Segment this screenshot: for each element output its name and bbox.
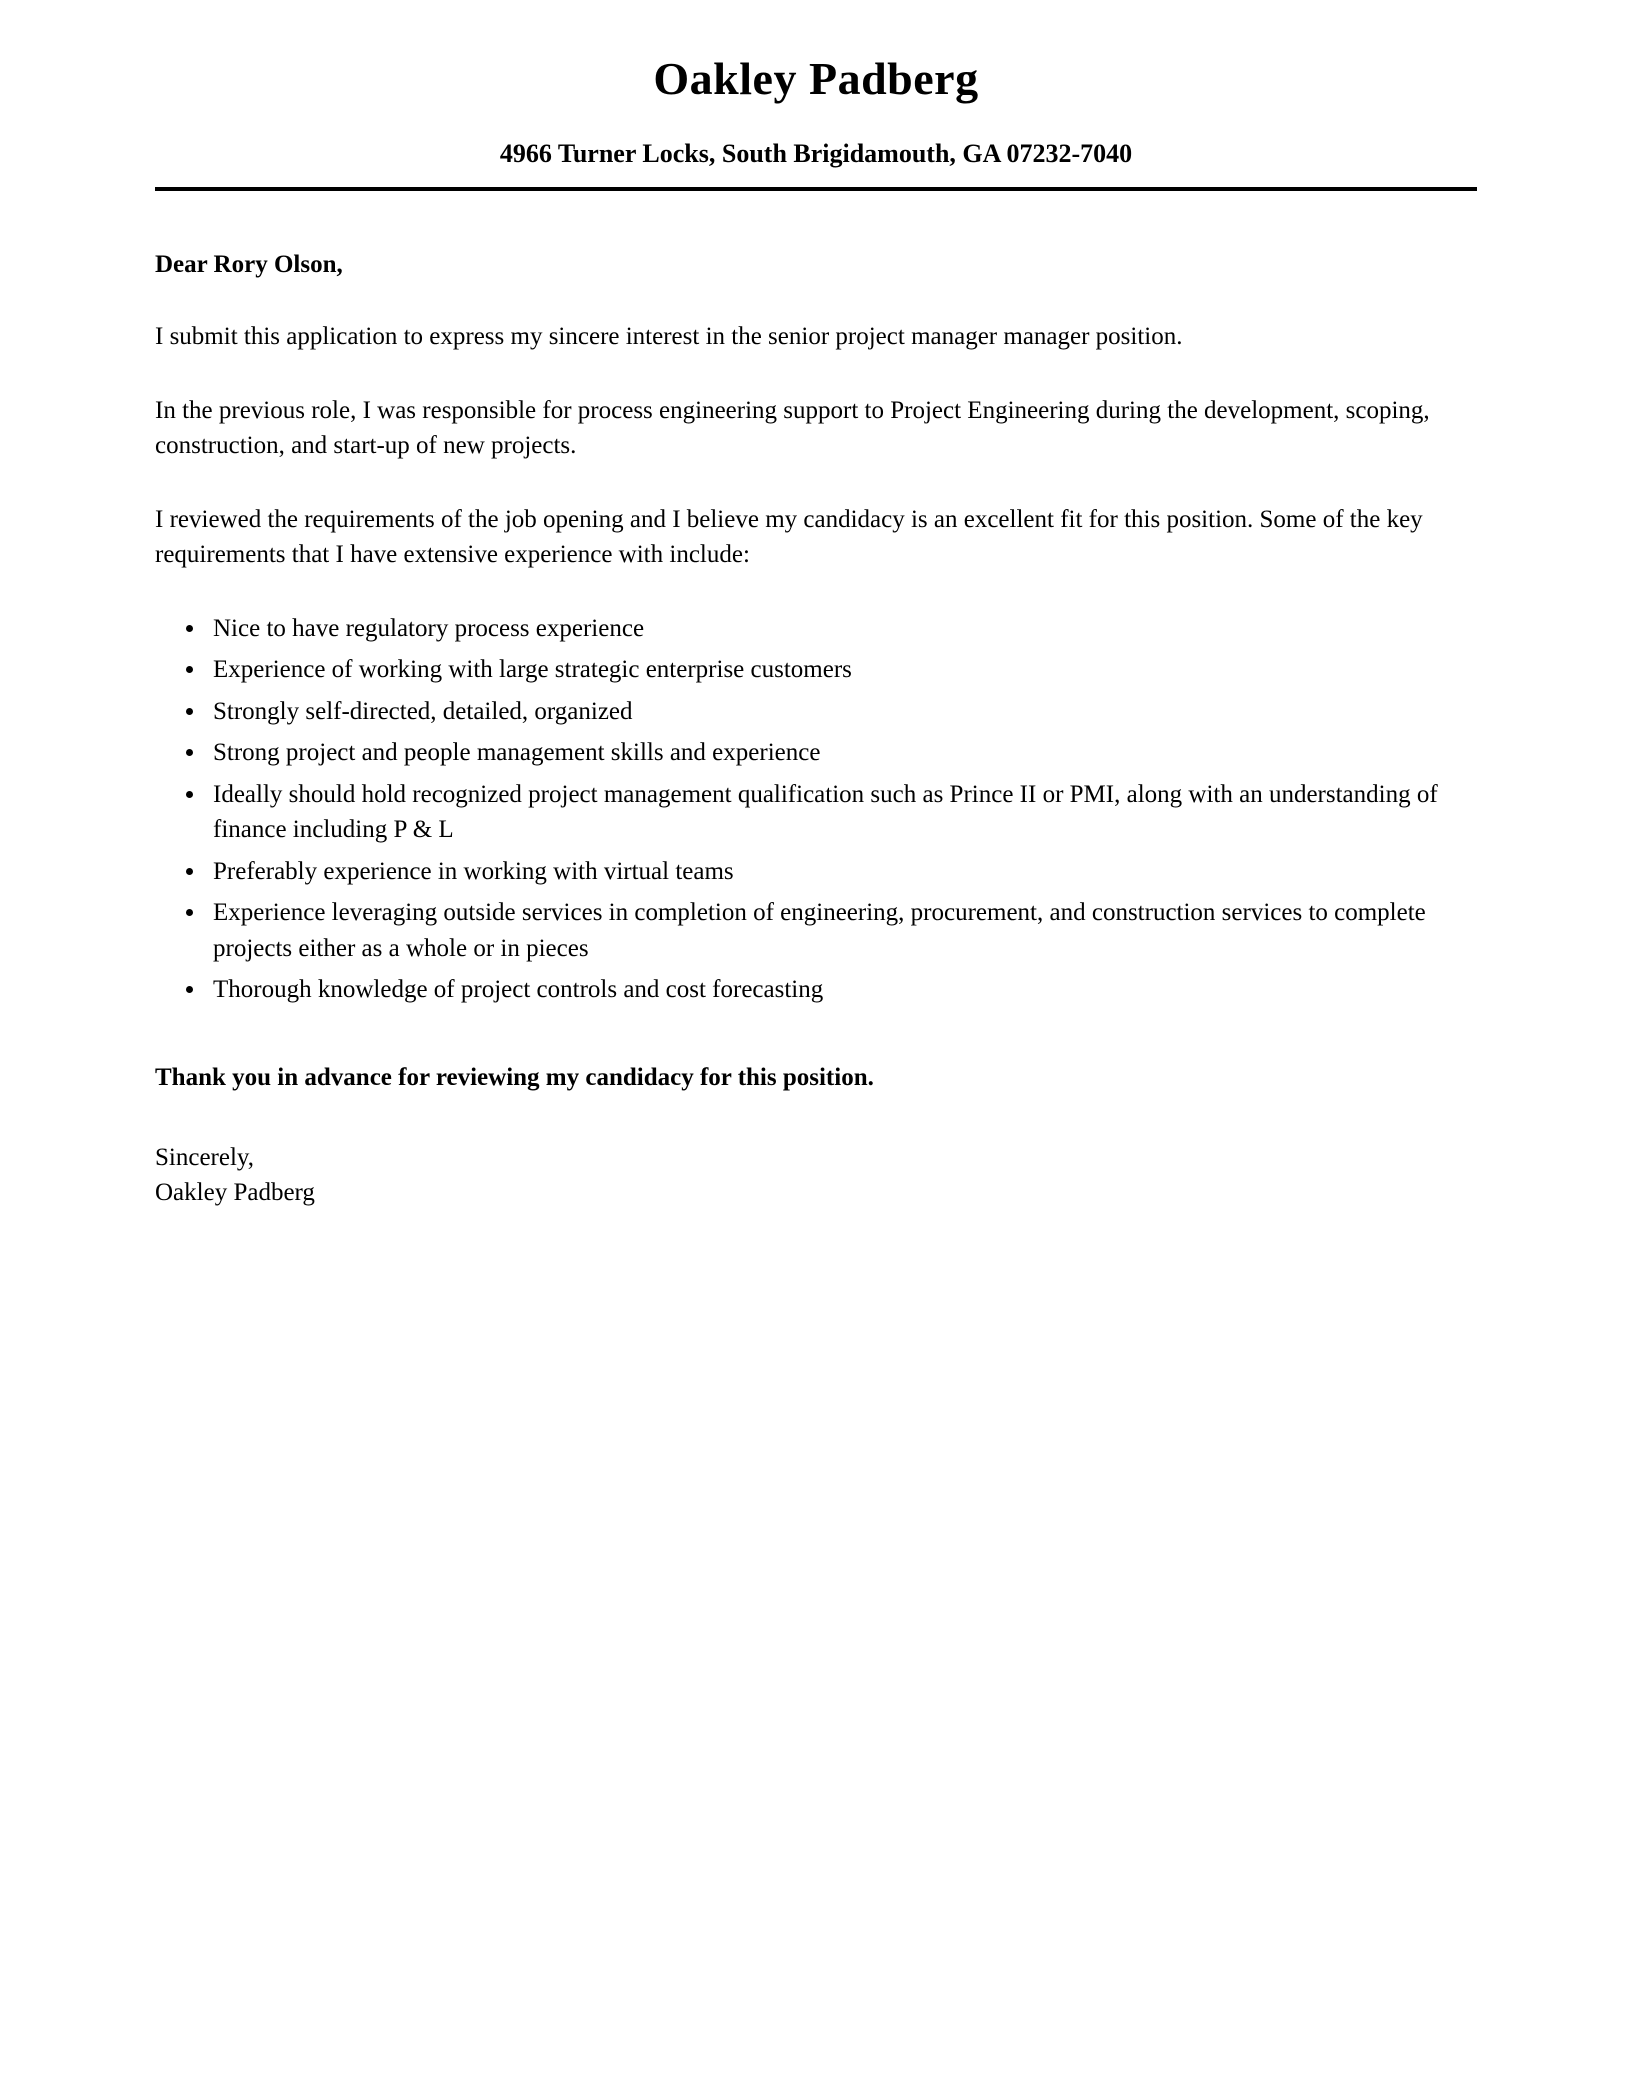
closing-thanks: Thank you in advance for reviewing my candidacy for this position. xyxy=(155,1063,874,1091)
paragraph-intro: I submit this application to express my sincere interest in the senior project manager manager position. xyxy=(155,323,1183,350)
list-item: • Experience of working with large strategic enterprise customers xyxy=(207,652,1477,688)
author-name-title: Oakley Padberg xyxy=(653,53,979,104)
letter-header xyxy=(155,52,1477,169)
paragraph-previous-role: In the previous role, I was responsible for process engineering support to Project Engineering during the development, scoping, construction, and start-up of new projects. xyxy=(155,396,1430,459)
list-item: • Preferably experience in working with virtual teams xyxy=(207,854,1477,890)
requirements-list xyxy=(155,611,1477,1008)
salutation: Dear Rory Olson, xyxy=(155,251,343,278)
list-item: • Strongly self-directed, detailed, organized xyxy=(207,694,1477,730)
list-item: • Nice to have regulatory process experience xyxy=(207,611,1477,647)
closing-signature: Oakley Padberg xyxy=(155,1179,315,1206)
paragraph-requirements-intro: I reviewed the requirements of the job opening and I believe my candidacy is an excellent fit for this position. Some of the key requirements that I have extensive experience with include: xyxy=(155,505,1423,568)
header-divider xyxy=(155,187,1477,191)
author-address: 4966 Turner Locks, South Brigidamouth, GA 07232-7040 xyxy=(499,139,1133,168)
list-item: • Strong project and people management skills and experience xyxy=(207,735,1477,771)
list-item: • Experience leveraging outside services in completion of engineering, procurement, and construction services to complete projects either as a whole or in pieces xyxy=(207,895,1477,966)
list-item: • Thorough knowledge of project controls and cost forecasting xyxy=(207,972,1477,1008)
list-item: • Ideally should hold recognized project management qualification such as Prince II or PMI, along with an understanding of finance including P & L xyxy=(207,777,1477,848)
closing-signoff: Sincerely, xyxy=(155,1143,255,1171)
